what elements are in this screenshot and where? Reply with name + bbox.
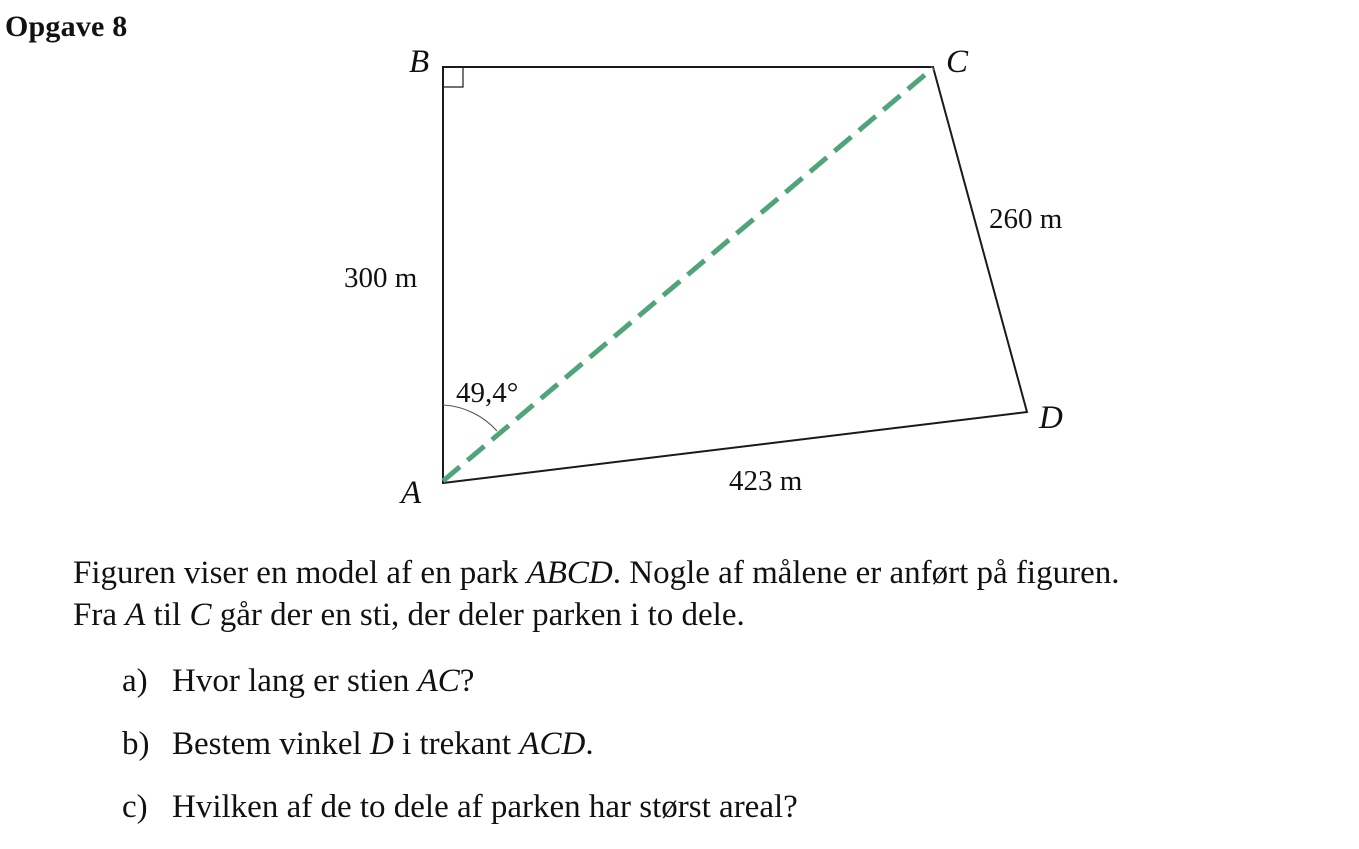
question-text: . (585, 726, 594, 762)
measure-ad: 423 m (729, 465, 803, 497)
description-line-2 (73, 594, 1333, 636)
question-a (122, 660, 798, 723)
description-line-1 (73, 552, 1333, 594)
question-text: Hvor lang er stien (172, 663, 418, 699)
math-c: C (189, 597, 212, 633)
path-ac (443, 68, 933, 481)
text-fragment: Figuren viser en model af en park (73, 555, 527, 591)
question-label: c) (122, 789, 148, 825)
vertex-label-d: D (1039, 400, 1063, 436)
right-angle-marker (443, 67, 463, 87)
question-text: Bestem vinkel (172, 726, 370, 762)
problem-description (73, 552, 1333, 636)
measure-ab: 300 m (344, 262, 418, 294)
question-text: i trekant (393, 726, 520, 762)
math-a: A (125, 597, 146, 633)
question-text: ? (459, 663, 475, 699)
park-outline (443, 67, 1027, 483)
text-fragment: Fra (73, 597, 126, 633)
text-fragment: til (145, 597, 190, 633)
math-d: D (369, 726, 394, 762)
vertex-label-a: A (401, 475, 422, 511)
measure-cd: 260 m (989, 203, 1063, 235)
math-ac: AC (417, 663, 460, 699)
math-acd: ACD (519, 726, 586, 762)
question-list (122, 660, 798, 849)
exercise-heading: Opgave 8 (5, 10, 128, 43)
question-label: a) (122, 663, 148, 699)
vertex-label-c: C (946, 44, 969, 80)
question-c (122, 786, 798, 849)
measure-angle-a: 49,4° (456, 377, 519, 409)
vertex-label-b: B (409, 44, 430, 80)
math-abcd: ABCD (526, 555, 613, 591)
text-fragment: går der en sti, der deler parken i to dele. (211, 597, 745, 633)
question-label: b) (122, 726, 150, 762)
text-fragment: . Nogle af målene er anført på figuren. (612, 555, 1120, 591)
question-b (122, 723, 798, 786)
question-text: Hvilken af de to dele af parken har størst areal? (172, 789, 798, 825)
